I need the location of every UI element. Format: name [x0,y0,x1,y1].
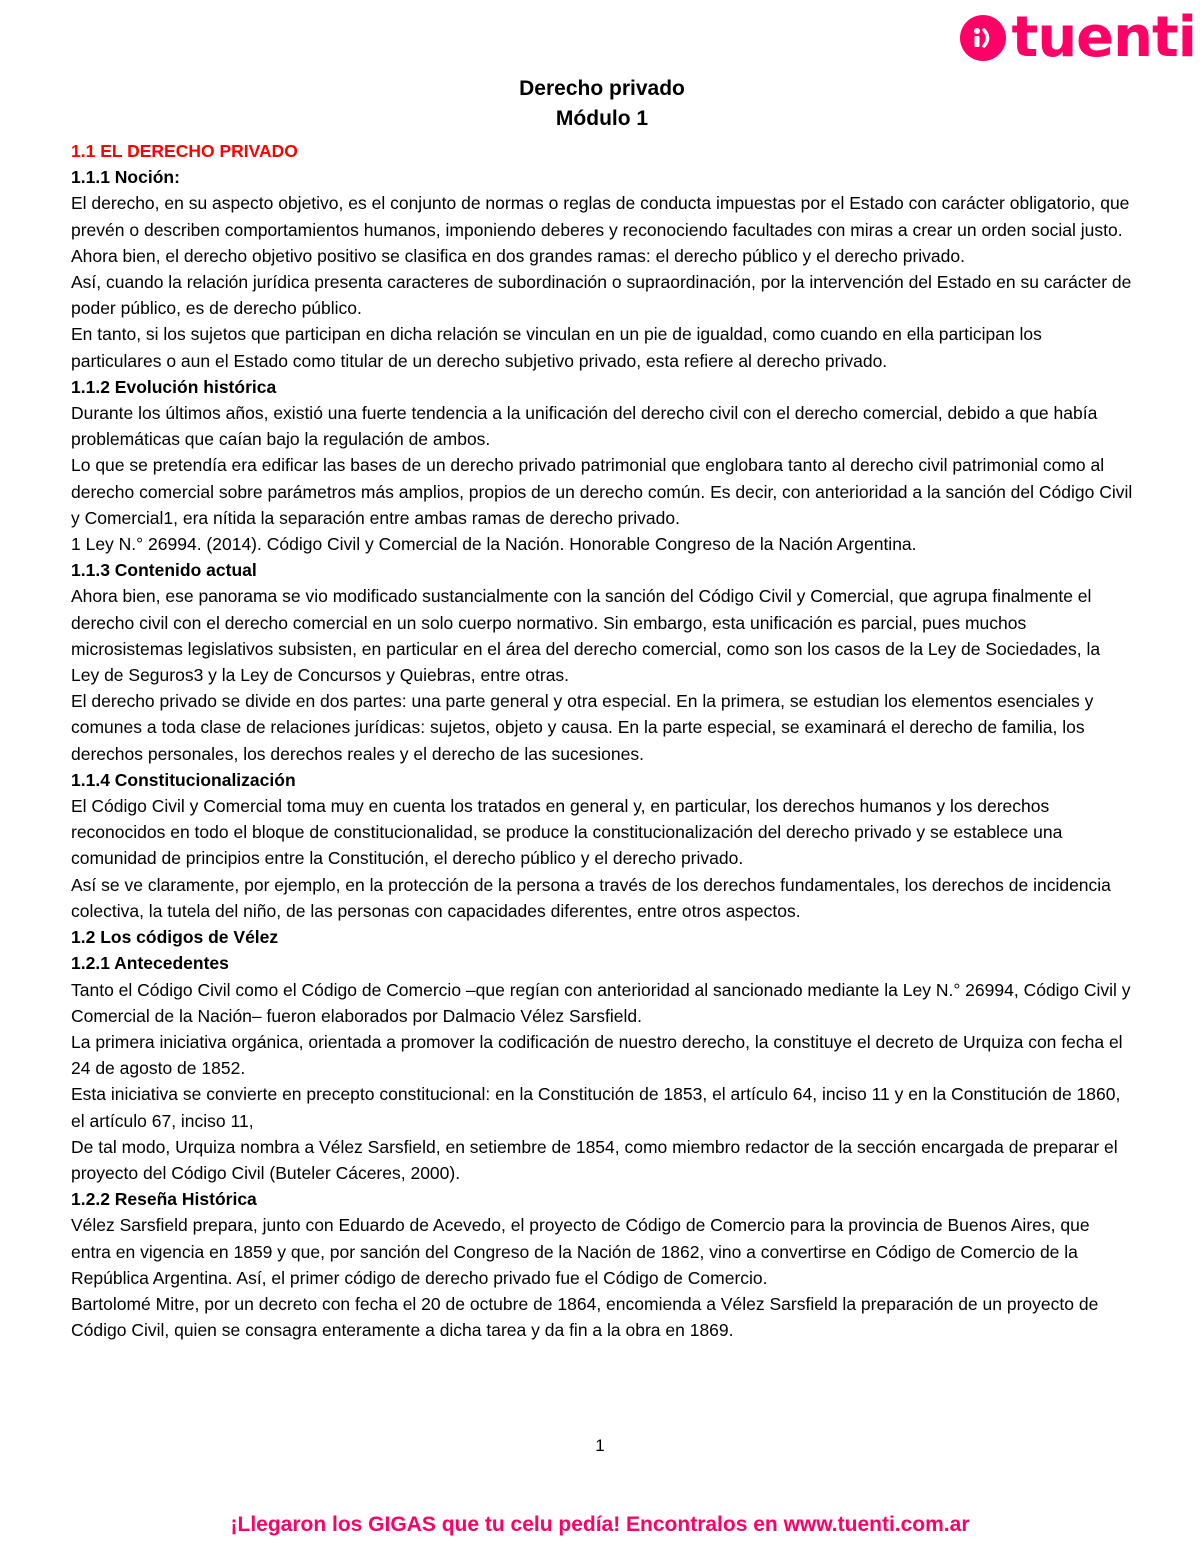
paragraph: El derecho privado se divide en dos partes: una parte general y otra especial. En la primera, se estudian los elementos esenciales y comunes a toda clase de relaciones jurídicas: sujetos, objeto y causa. En la parte especial, se examinará el derecho de familia, los derechos personales, los derechos reales y el derecho de las sucesiones. [71,691,1094,764]
paragraph: Así, cuando la relación jurídica presenta caracteres de subordinación o supraordinación, por la intervención del Estado en su carácter de poder público, es de derecho público. [71,272,1132,319]
paragraph: De tal modo, Urquiza nombra a Vélez Sarsfield, en setiembre de 1854, como miembro redactor de la sección encargada de preparar el proyecto del Código Civil (Buteler Cáceres, 2000). [71,1136,1118,1183]
paragraph: Así se ve claramente, por ejemplo, en la protección de la persona a través de los derechos fundamentales, los derechos de incidencia colectiva, la tutela del niño, de las personas con capacidades diferentes, entre otros aspectos. [71,874,1111,921]
document-subtitle: Módulo 1 [555,107,649,130]
paragraph: Ahora bien, el derecho objetivo positivo se clasifica en dos grandes ramas: el derecho público y el derecho privado. [71,245,965,266]
subsection-heading-1-1-3: 1.1.3 Contenido actual [71,560,257,581]
paragraph: Lo que se pretendía era edificar las bases de un derecho privado patrimonial que englobara tanto al derecho civil patrimonial como al derecho comercial sobre parámetros más amplios, propios de un derecho común. Es decir, con anterioridad a la sanción del Código Civil y Comercial1, era nítida la separación entre ambas ramas de derecho privado. [71,455,1133,528]
subsection-heading-1-2-1: 1.2.1 Antecedentes [71,953,229,974]
subsection-heading-1-2-2: 1.2.2 Reseña Histórica [71,1189,257,1210]
paragraph: Ahora bien, ese panorama se vio modificado sustancialmente con la sanción del Código Civil y Comercial, que agrupa finalmente el derecho civil con el derecho comercial en un solo cuerpo normativo. Sin embargo, esta unificación es parcial, pues muchos microsistemas legislativos subsisten, en particular en el área del derecho comercial, como son los casos de la Ley de Sociedades, la Ley de Seguros3 y la Ley de Concursos y Quiebras, entre otras. [71,586,1101,686]
document-title: Derecho privado [519,77,685,100]
tuenti-logo-text: tuenti [1011,5,1196,70]
subsection-heading-1-1-2: 1.1.2 Evolución histórica [71,376,277,397]
page-number: 1 [595,1436,605,1455]
tuenti-logo[interactable] [960,5,1196,70]
paragraph: El Código Civil y Comercial toma muy en cuenta los tratados en general y, en particular, los derechos humanos y los derechos reconocidos en todo el bloque de constitucionalidad, se produce la constitucionalización del derecho privado y se establece una comunidad de principios entre la Constitución, el derecho público y el derecho privado. [71,796,1063,869]
paragraph: Tanto el Código Civil como el Código de Comercio –que regían con anterioridad al sancionado mediante la Ley N.° 26994, Código Civil y Comercial de la Nación– fueron elaborados por Dalmacio Vélez Sarsfield. [71,979,1131,1026]
document-body [71,74,1133,1343]
subsection-heading-1-1-1: 1.1.1 Noción: [71,167,180,188]
paragraph: Vélez Sarsfield prepara, junto con Eduardo de Acevedo, el proyecto de Código de Comercio para la provincia de Buenos Aires, que entra en vigencia en 1859 y que, por sanción del Congreso de la Nación de 1862, vino a convertirse en Código de Comercio de la República Argentina. Así, el primer código de derecho privado fue el Código de Comercio. [71,1215,1090,1288]
section-heading-1-1: 1.1 EL DERECHO PRIVADO [71,141,298,161]
paragraph: En tanto, si los sujetos que participan en dicha relación se vinculan en un pie de igualdad, como cuando en ella participan los particulares o aun el Estado como titular de un derecho subjetivo privado, esta refiere al derecho privado. [71,324,1042,371]
paragraph: Esta iniciativa se convierte en precepto constitucional: en la Constitución de 1853, el artículo 64, inciso 11 y en la Constitución de 1860, el artículo 67, inciso 11, [71,1084,1121,1131]
footnote: 1 Ley N.° 26994. (2014). Código Civil y Comercial de la Nación. Honorable Congreso de la Nación Argentina. [71,534,917,555]
paragraph: El derecho, en su aspecto objetivo, es el conjunto de normas o reglas de conducta impuestas por el Estado con carácter obligatorio, que prevén o describen comportamientos humanos, imponiendo deberes y reconociendo facultades con miras a crear un orden social justo. [71,193,1130,240]
subsection-heading-1-1-4: 1.1.4 Constitucionalización [71,769,296,790]
paragraph: Bartolomé Mitre, por un decreto con fecha el 20 de octubre de 1864, encomienda a Vélez Sarsfield la preparación de un proyecto de Código Civil, quien se consagra enteramente a dicha tarea y da fin a la obra en 1869. [71,1293,1099,1341]
promo-banner[interactable]: ¡Llegaron los GIGAS que tu celu pedía! Encontralos en www.tuenti.com.ar [230,1513,970,1536]
section-heading-1-2: 1.2 Los códigos de Vélez [71,927,279,948]
paragraph: La primera iniciativa orgánica, orientada a promover la codificación de nuestro derecho, la constituye el decreto de Urquiza con fecha el 24 de agosto de 1852. [71,1031,1123,1079]
paragraph: Durante los últimos años, existió una fuerte tendencia a la unificación del derecho civil con el derecho comercial, debido a que había problemáticas que caían bajo la regulación de ambos. [71,403,1098,450]
tuenti-logo-icon [960,15,1006,61]
